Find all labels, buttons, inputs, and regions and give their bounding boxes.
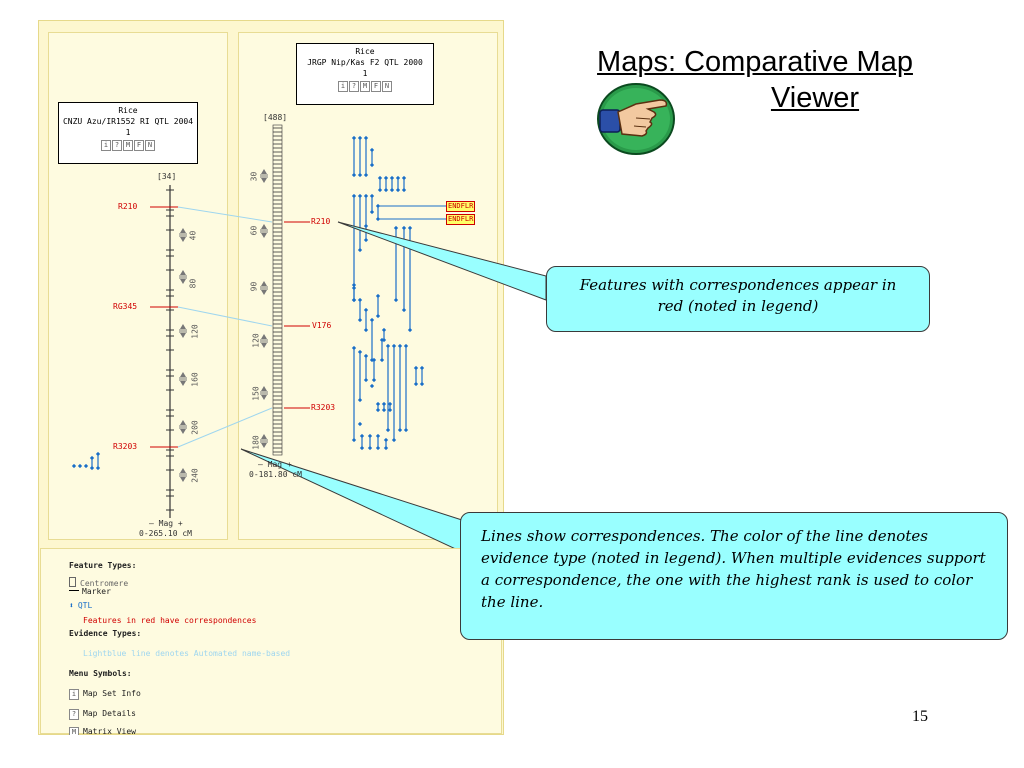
slide-title-line1: Maps: Comparative Map (597, 46, 913, 78)
qtl-point (370, 384, 374, 388)
right-feature-r3203[interactable]: R3203 (311, 403, 336, 412)
qtl-cap (384, 176, 388, 180)
qtl-cap (380, 358, 384, 362)
left-mag-control[interactable]: – Mag + (149, 519, 183, 528)
zoom-up-arrow-icon (180, 468, 186, 473)
qtl-cap (414, 382, 418, 386)
legend-map-details (69, 709, 136, 720)
legend-panel (40, 548, 502, 734)
marker-icon (69, 590, 79, 591)
legend-details-button: ? (69, 709, 79, 720)
zoom-down-arrow-icon (261, 343, 267, 348)
scale-label: 60 (249, 225, 259, 236)
qtl-cap (396, 188, 400, 192)
legend-red-note: Features in red have correspondences (83, 616, 257, 625)
qtl-cap (404, 344, 408, 348)
scale-label: 30 (249, 171, 259, 182)
map-details-button[interactable]: ? (112, 140, 122, 151)
right-map-feature-count: [488] (263, 113, 288, 122)
qtl-cap (378, 188, 382, 192)
zoom-down-arrow-icon (261, 233, 267, 238)
qtl-cap (404, 428, 408, 432)
legend-matrix-view-label: Matrix View (83, 727, 136, 735)
qtl-cap (378, 176, 382, 180)
qtl-cap (360, 434, 364, 438)
qtl-cap (390, 176, 394, 180)
left-qtl-glyphs (72, 452, 100, 470)
zoom-up-arrow-icon (261, 224, 267, 229)
qtl-cap (90, 466, 94, 470)
qtl-cap (352, 298, 356, 302)
qtl-cap (420, 382, 424, 386)
legend-qtl (69, 601, 92, 610)
correspondence-lines-callout (460, 512, 1008, 640)
qtl-cap (358, 318, 362, 322)
qtl-cap (358, 136, 362, 140)
qtl-point (358, 422, 362, 426)
qtl-cap (372, 378, 376, 382)
zoom-up-arrow-icon (180, 420, 186, 425)
pointing-hand-icon (596, 82, 676, 156)
qtl-cap (376, 294, 380, 298)
flip-map-button[interactable]: F (371, 81, 381, 92)
zoom-down-arrow-icon (261, 395, 267, 400)
scale-label: 80 (188, 278, 198, 289)
zoom-down-arrow-icon (261, 178, 267, 183)
qtl-cap (386, 428, 390, 432)
new-view-button[interactable]: N (382, 81, 392, 92)
qtl-point (72, 464, 76, 468)
matrix-view-button[interactable]: M (123, 140, 133, 151)
qtl-cap (402, 176, 406, 180)
legend-matrix-view (69, 727, 136, 735)
legend-matrix-button: M (69, 727, 79, 735)
qtl-icon: ⬍ (69, 601, 74, 610)
right-map-range: 0-181.80 cM (249, 470, 302, 479)
zoom-up-arrow-icon (261, 434, 267, 439)
qtl-cap (96, 452, 100, 456)
endflr-label-1[interactable]: ENDFLR (448, 202, 474, 210)
right-map-number: 1 (362, 69, 368, 78)
qtl-cap (358, 194, 362, 198)
correspondence-line-rg345-v176 (178, 307, 272, 326)
left-map-set-name: CNZU Azu/IR1552 RI QTL 2004 (62, 117, 194, 126)
qtl-cap (358, 173, 362, 177)
qtl-cap (376, 434, 380, 438)
qtl-cap (364, 173, 368, 177)
qtl-cap (376, 402, 380, 406)
qtl-cap (358, 350, 362, 354)
right-feature-v176[interactable]: V176 (312, 321, 332, 330)
scale-label: 200 (190, 420, 200, 435)
zoom-down-arrow-icon (180, 333, 186, 338)
qtl-cap (376, 446, 380, 450)
qtl-cap (384, 188, 388, 192)
slide-title-line2: Viewer (770, 82, 860, 114)
scale-label: 150 (251, 386, 261, 401)
right-map-species: Rice (355, 47, 375, 56)
qtl-cap (96, 466, 100, 470)
legend-map-details-label: Map Details (83, 709, 136, 718)
legend-map-set-info (69, 689, 141, 700)
qtl-cap (384, 438, 388, 442)
scale-label: 120 (190, 324, 200, 339)
zoom-up-arrow-icon (261, 334, 267, 339)
qtl-point (84, 464, 88, 468)
qtl-cap (370, 148, 374, 152)
qtl-cap (382, 328, 386, 332)
legend-qtl-label: QTL (77, 601, 93, 610)
qtl-cap (364, 238, 368, 242)
correspondence-color-callout (546, 266, 930, 332)
qtl-cap (370, 194, 374, 198)
qtl-cap (402, 308, 406, 312)
zoom-up-arrow-icon (180, 324, 186, 329)
qtl-cap (420, 366, 424, 370)
qtl-cap (394, 226, 398, 230)
right-chromosome-ladder (273, 125, 282, 455)
matrix-view-button[interactable]: M (360, 81, 370, 92)
legend-marker (69, 587, 111, 596)
zoom-up-arrow-icon (261, 386, 267, 391)
map-details-button[interactable]: ? (349, 81, 359, 92)
qtl-cap (394, 298, 398, 302)
qtl-cap (368, 434, 372, 438)
qtl-cap (376, 314, 380, 318)
scale-label: 180 (251, 435, 261, 450)
legend-marker-label: Marker (82, 587, 111, 596)
qtl-cap (368, 446, 372, 450)
qtl-cap (370, 210, 374, 214)
left-map-range: 0-265.10 cM (139, 529, 192, 538)
qtl-point (352, 286, 356, 290)
qtl-cap (360, 446, 364, 450)
scale-label: 40 (188, 230, 198, 241)
qtl-cap (376, 408, 380, 412)
qtl-cap (408, 226, 412, 230)
scale-label: 120 (251, 333, 261, 348)
map-set-info-button[interactable]: i (101, 140, 111, 151)
qtl-cap (402, 226, 406, 230)
qtl-cap (386, 344, 390, 348)
zoom-down-arrow-icon (180, 381, 186, 386)
qtl-cap (352, 194, 356, 198)
zoom-down-arrow-icon (180, 279, 186, 284)
qtl-cap (358, 298, 362, 302)
right-zoom-arrows-icons (260, 169, 268, 448)
qtl-cap (392, 438, 396, 442)
scale-label: 160 (190, 372, 200, 387)
qtl-cap (364, 354, 368, 358)
qtl-point (78, 464, 82, 468)
qtl-cap (352, 136, 356, 140)
qtl-cap (90, 456, 94, 460)
qtl-cap (370, 318, 374, 322)
qtl-point (364, 224, 368, 228)
left-feature-r3203[interactable]: R3203 (113, 442, 138, 451)
right-tick-marks (273, 128, 282, 452)
zoom-up-arrow-icon (261, 281, 267, 286)
legend-lightblue-note: Lightblue line denotes Automated name-based (83, 649, 291, 658)
page-number: 15 (912, 708, 928, 725)
qtl-cap (364, 194, 368, 198)
qtl-glyphs (352, 136, 424, 450)
qtl-cap (358, 398, 362, 402)
qtl-cap (352, 438, 356, 442)
left-map-feature-count: [34] (157, 172, 177, 181)
left-feature-r210[interactable]: R210 (118, 202, 138, 211)
zoom-down-arrow-icon (261, 443, 267, 448)
top-callout-pointer (338, 222, 546, 300)
legend-map-set-info-label: Map Set Info (83, 689, 141, 698)
qtl-cap (358, 248, 362, 252)
legend-menu-heading: Menu Symbols: (69, 669, 132, 678)
qtl-cap (396, 176, 400, 180)
qtl-cap (364, 378, 368, 382)
qtl-cap (364, 328, 368, 332)
qtl-cap (382, 402, 386, 406)
right-mag-control[interactable]: – Mag + (258, 460, 292, 469)
legend-feature-types-heading: Feature Types: (69, 561, 137, 570)
qtl-cap (414, 366, 418, 370)
correspondence-line-r210 (178, 207, 272, 222)
qtl-cap (392, 344, 396, 348)
zoom-down-arrow-icon (180, 477, 186, 482)
left-map-species: Rice (118, 106, 138, 115)
qtl-cap (390, 188, 394, 192)
centromere-icon (69, 577, 76, 587)
flip-map-button[interactable]: F (134, 140, 144, 151)
right-map-set-name: JRGP Nip/Kas F2 QTL 2000 (307, 58, 423, 67)
qtl-cap (352, 346, 356, 350)
qtl-cap (364, 136, 368, 140)
left-feature-rg345[interactable]: RG345 (113, 302, 138, 311)
correspondence-color-callout-text: Features with correspondences appear in red (noted in legend) (579, 276, 897, 315)
legend-info-button: i (69, 689, 79, 700)
zoom-down-arrow-icon (261, 290, 267, 295)
qtl-cap (364, 308, 368, 312)
qtl-cap (370, 163, 374, 167)
map-set-info-button[interactable]: i (338, 81, 348, 92)
scale-label: 90 (249, 281, 259, 292)
zoom-down-arrow-icon (180, 429, 186, 434)
qtl-cap (382, 408, 386, 412)
right-feature-r210[interactable]: R210 (311, 217, 331, 226)
zoom-down-arrow-icon (180, 237, 186, 242)
scale-label: 240 (190, 468, 200, 483)
new-view-button[interactable]: N (145, 140, 155, 151)
legend-evidence-heading: Evidence Types: (69, 629, 142, 638)
qtl-cap (352, 173, 356, 177)
qtl-cap (384, 446, 388, 450)
left-map-number: 1 (125, 128, 131, 137)
zoom-up-arrow-icon (180, 228, 186, 233)
correspondence-lines-callout-text: Lines show correspondences. The color of the line denotes evidence type (noted in legend). When multiple evidences support a correspondence, the one with the highest rank is used to color the line. (481, 527, 986, 611)
zoom-up-arrow-icon (180, 372, 186, 377)
zoom-up-arrow-icon (180, 270, 186, 275)
zoom-up-arrow-icon (261, 169, 267, 174)
qtl-cap (402, 188, 406, 192)
qtl-cap (408, 328, 412, 332)
legend-centromere-label: Centromere (80, 579, 129, 588)
qtl-cap (398, 428, 402, 432)
endflr-label-2[interactable]: ENDFLR (448, 215, 474, 223)
qtl-cap (398, 344, 402, 348)
